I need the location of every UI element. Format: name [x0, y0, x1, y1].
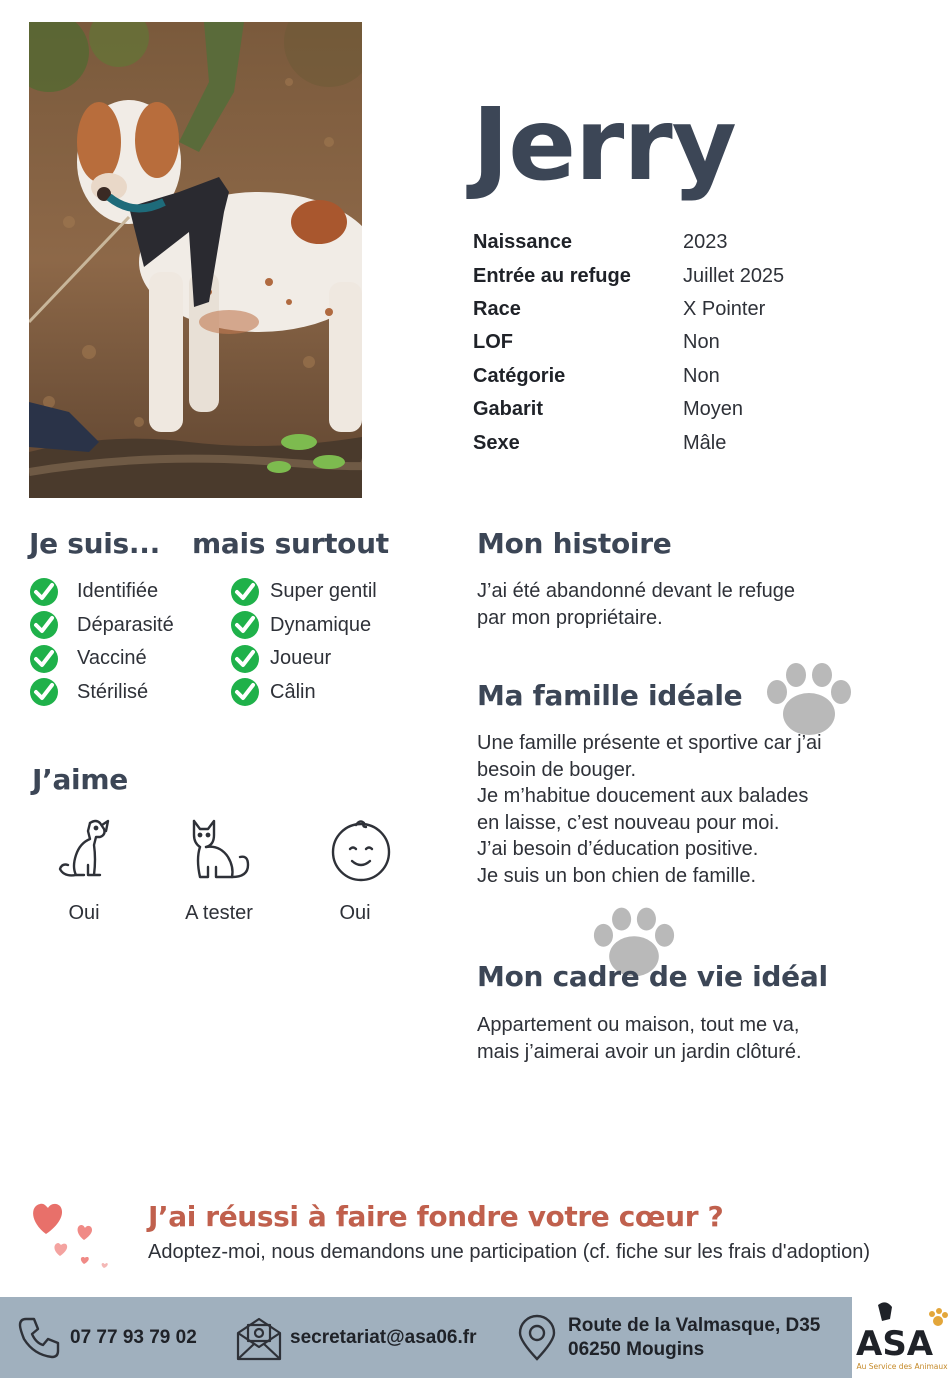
text-line: par mon propriétaire. [477, 606, 663, 629]
address-line: Route de la Valmasque, D35 [568, 1314, 821, 1336]
mais-surtout-list [230, 575, 377, 709]
list-item [230, 575, 377, 609]
cadre-heading: Mon cadre de vie idéal [477, 960, 828, 993]
check-icon [230, 577, 260, 607]
fact-label: Gabarit [473, 398, 544, 421]
address-line: 06250 Mougins [568, 1338, 705, 1360]
location-pin-icon [512, 1313, 562, 1363]
asa-logo [852, 1297, 952, 1378]
fact-row [473, 426, 784, 459]
fact-value: 2023 [683, 231, 728, 254]
likes-cats-value: A tester [185, 902, 253, 924]
paw-icon [765, 662, 853, 736]
likes-dogs-value: Oui [68, 902, 100, 924]
fact-row [473, 226, 784, 259]
mais-surtout-heading: mais surtout [192, 527, 389, 560]
fact-label: LOF [473, 331, 513, 354]
text-line: besoin de bouger. [477, 758, 637, 781]
hearts-icon [26, 1198, 116, 1270]
list-item-label: Dynamique [270, 613, 372, 636]
list-item [29, 575, 174, 609]
fact-value: Non [683, 331, 720, 354]
likes-children-value: Oui [339, 902, 371, 924]
list-item [230, 676, 377, 710]
list-item [29, 676, 174, 710]
phone-number: 07 77 93 79 02 [70, 1326, 197, 1348]
text-line: J’ai besoin d’éducation positive. [477, 838, 759, 860]
fact-value: Non [683, 364, 720, 387]
list-item-label: Super gentil [270, 580, 377, 603]
text-line: Une famille présente et sportive car j’ai [477, 732, 822, 754]
text-line: mais j’aimerai avoir un jardin clôturé. [477, 1040, 802, 1063]
check-icon [230, 610, 260, 640]
fact-value: Mâle [683, 431, 727, 454]
famille-text [477, 730, 822, 889]
text-line: Je m’habitue doucement aux balades [477, 785, 809, 807]
fact-label: Race [473, 297, 521, 320]
histoire-text [477, 578, 795, 631]
jaime-heading: J’aime [32, 763, 128, 796]
je-suis-heading: Je suis... [29, 527, 160, 560]
email-contact[interactable] [234, 1297, 476, 1378]
phone-contact[interactable] [14, 1297, 197, 1378]
cadre-text [477, 1012, 802, 1065]
text-line: Appartement ou maison, tout me va, [477, 1014, 800, 1036]
list-item [29, 609, 174, 643]
dog-name: Jerry [472, 86, 736, 203]
fact-row [473, 360, 784, 393]
fact-label: Entrée au refuge [473, 264, 631, 287]
fact-row [473, 259, 784, 292]
text-line: Je suis un bon chien de famille. [477, 864, 757, 887]
facts-table [473, 226, 784, 460]
list-item [230, 609, 377, 643]
famille-heading: Ma famille idéale [477, 679, 743, 712]
list-item-label: Câlin [270, 680, 316, 703]
fact-label: Sexe [473, 431, 520, 454]
list-item-label: Stérilisé [77, 680, 149, 703]
phone-icon [14, 1313, 64, 1363]
cta-title: J’ai réussi à faire fondre votre cœur ? [148, 1200, 724, 1233]
text-line: en laisse, c’est nouveau pour moi. [477, 811, 780, 834]
list-item-label: Identifiée [77, 580, 159, 603]
fact-value: Juillet 2025 [683, 264, 785, 287]
check-icon [230, 644, 260, 674]
list-item-label: Joueur [270, 647, 332, 670]
check-icon [230, 677, 260, 707]
check-icon [29, 644, 59, 674]
fact-value: X Pointer [683, 297, 766, 320]
check-icon [29, 610, 59, 640]
fact-label: Naissance [473, 231, 572, 254]
list-item [29, 642, 174, 676]
address [568, 1314, 820, 1362]
email-address: secretariat@asa06.fr [290, 1326, 477, 1348]
logo-tagline: Au Service des Animaux [856, 1362, 948, 1371]
dog-icon [50, 815, 120, 885]
contact-footer [0, 1297, 952, 1378]
text-line: J’ai été abandonné devant le refuge [477, 580, 796, 602]
dog-photo [29, 22, 362, 498]
list-item-label: Vacciné [77, 647, 147, 670]
baby-icon [326, 815, 396, 885]
check-icon [29, 577, 59, 607]
fact-row [473, 326, 784, 359]
cat-icon [186, 815, 256, 885]
address-contact[interactable] [512, 1297, 820, 1378]
je-suis-list [29, 575, 174, 709]
cta-text: Adoptez-moi, nous demandons une participation (cf. fiche sur les frais d'adoption) [148, 1241, 870, 1263]
histoire-heading: Mon histoire [477, 527, 672, 560]
fact-value: Moyen [683, 398, 744, 421]
check-icon [29, 677, 59, 707]
fact-row [473, 293, 784, 326]
list-item-label: Déparasité [77, 613, 174, 636]
email-icon [234, 1313, 284, 1363]
fact-row [473, 393, 784, 426]
fact-label: Catégorie [473, 364, 566, 387]
list-item [230, 642, 377, 676]
logo-text: ASA [856, 1324, 934, 1364]
